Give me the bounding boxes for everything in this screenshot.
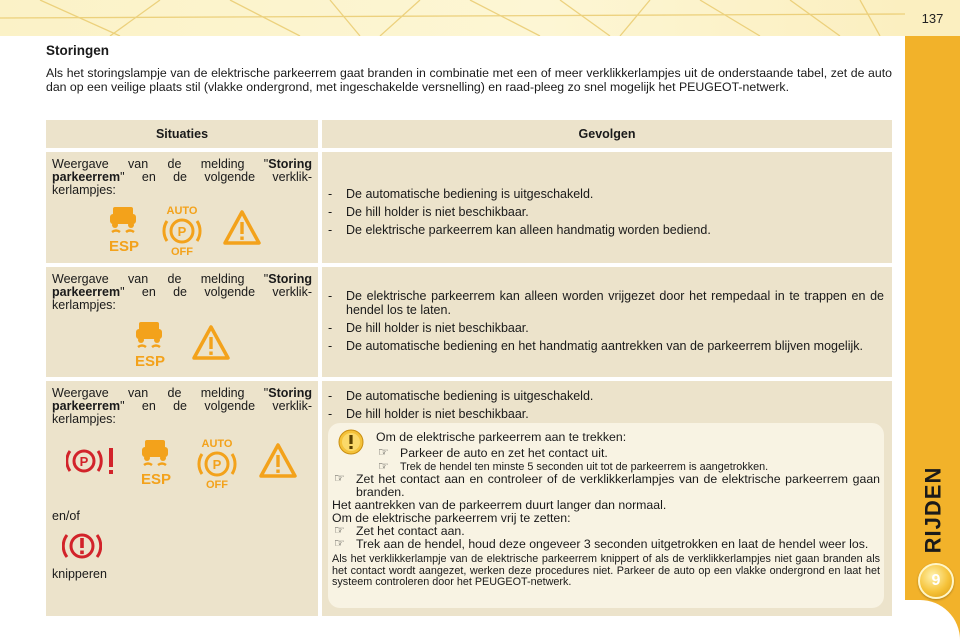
consequence-list: - De automatische bediening is uitgeschakeld. - De hill holder is niet beschikbaar. - De elektrische parkeerrem kan alleen handmatig worden bediend.: [322, 152, 892, 237]
auto-park-off-icon: [194, 435, 240, 494]
row-2-situation: [46, 267, 318, 377]
svg-text:P: P: [212, 457, 222, 472]
header-consequences: Gevolgen: [322, 120, 892, 148]
svg-text:ESP: ESP: [134, 353, 166, 370]
header-situations: Situaties: [46, 120, 318, 148]
esp-warning-icon: [136, 435, 176, 494]
row-2-consequences: [322, 267, 892, 377]
warning-triangle-icon: [222, 208, 262, 253]
parking-brake-fault-icon: [66, 441, 118, 486]
note-footer: Als het verklikkerlampje van de elektrische parkeerrem knippert of als de verklikkerlampjes niet gaan branden als het contact wordt aangezet, werken deze procedures niet. Parkeer de auto op een vlakke ondergrond en laat het systeem controleren door het PEUGEOT-netwerk.: [332, 553, 880, 588]
brake-fault-icon: [62, 526, 102, 571]
fault-table: [46, 120, 892, 616]
section-title: Storingen: [46, 43, 109, 58]
svg-text:OFF: OFF: [171, 246, 193, 256]
and-or-label: en/of: [52, 509, 80, 523]
warning-triangle-icon: [191, 323, 231, 368]
chapter-number-badge: 9: [918, 563, 954, 599]
info-note: [328, 423, 884, 608]
svg-text:ESP: ESP: [108, 238, 140, 255]
svg-text:AUTO: AUTO: [166, 205, 198, 217]
svg-text:P: P: [79, 454, 89, 469]
warning-triangle-icon: [258, 441, 298, 486]
blink-label: knipperen: [52, 567, 107, 581]
procedure-text: ☞ Zet het contact aan en controleer of de verklikkerlampjes van de elektrische parkeerrem gaan branden. Het aantrekken van de parkeerrem duurt langer dan normaal. Om de elektrische parkeerrem vrij te zetten: ☞ Zet het contact aan. ☞ Trek aan de hendel, houd deze ongeveer 3 seconden uitgetrokken en laat de hendel weer los. Als het verklikkerlampje van de elektrische parkeerrem knippert of als de verklikkerlampjes niet gaan branden als het contact wordt aangezet, werken deze procedures niet. Parkeer de auto op een vlakke ondergrond en laat het systeem controleren door het PEUGEOT-netwerk.: [332, 473, 880, 589]
header-band: [0, 0, 905, 36]
intro-paragraph: Als het storingslampje van de elektrische parkeerrem gaat branden in combinatie met een of meer verklikkerlampjes uit de onderstaande tabel, zet de auto dan op een veilige plaats stil (vlakke ondergrond, met ingeschakelde versnelling) en raad-pleeg zo snel mogelijk het PEUGEOT-netwerk.: [46, 66, 892, 94]
esp-warning-icon: [104, 202, 144, 261]
consequence-list: - De elektrische parkeerrem kan alleen worden vrijgezet door het rempedaal in te trappen en de hendel los te laten. - De hill holder is niet beschikbaar. - De automatische bediening en het handmatig aantrekken van de parkeerrem blijven mogelijk.: [322, 267, 892, 353]
situation-text: Weergave van de melding "Storing parkeerrem" en de volgende verklik-kerlampjes:: [52, 272, 312, 312]
row-1-situation: [46, 152, 318, 263]
row-3-situation: [46, 381, 318, 616]
auto-park-off-icon: [159, 202, 205, 261]
svg-text:ESP: ESP: [140, 471, 172, 488]
svg-text:AUTO: AUTO: [201, 438, 233, 450]
row-1-consequences: [322, 152, 892, 263]
situation-text: Weergave van de melding "Storing parkeerrem" en de volgende verklik-kerlampjes:: [52, 386, 312, 426]
apply-instructions: Om de elektrische parkeerrem aan te trekken: ☞ Parkeer de auto en zet het contact uit. ☞ Trek de hendel ten minste 5 seconden uit tot de parkeerrem is aangetrokken.: [376, 431, 876, 474]
situation-text: Weergave van de melding "Storing parkeerrem" en de volgende verklik-kerlampjes:: [52, 157, 312, 197]
chapter-title: RIJDEN: [920, 466, 945, 554]
svg-text:OFF: OFF: [206, 479, 228, 489]
consequence-list: - De automatische bediening is uitgeschakeld. - De hill holder is niet beschikbaar.: [322, 381, 892, 421]
esp-warning-icon: [130, 317, 170, 376]
header-decoration: [0, 0, 905, 36]
page-number: 137: [905, 0, 960, 36]
attention-icon: [338, 429, 364, 455]
svg-text:P: P: [177, 224, 187, 239]
